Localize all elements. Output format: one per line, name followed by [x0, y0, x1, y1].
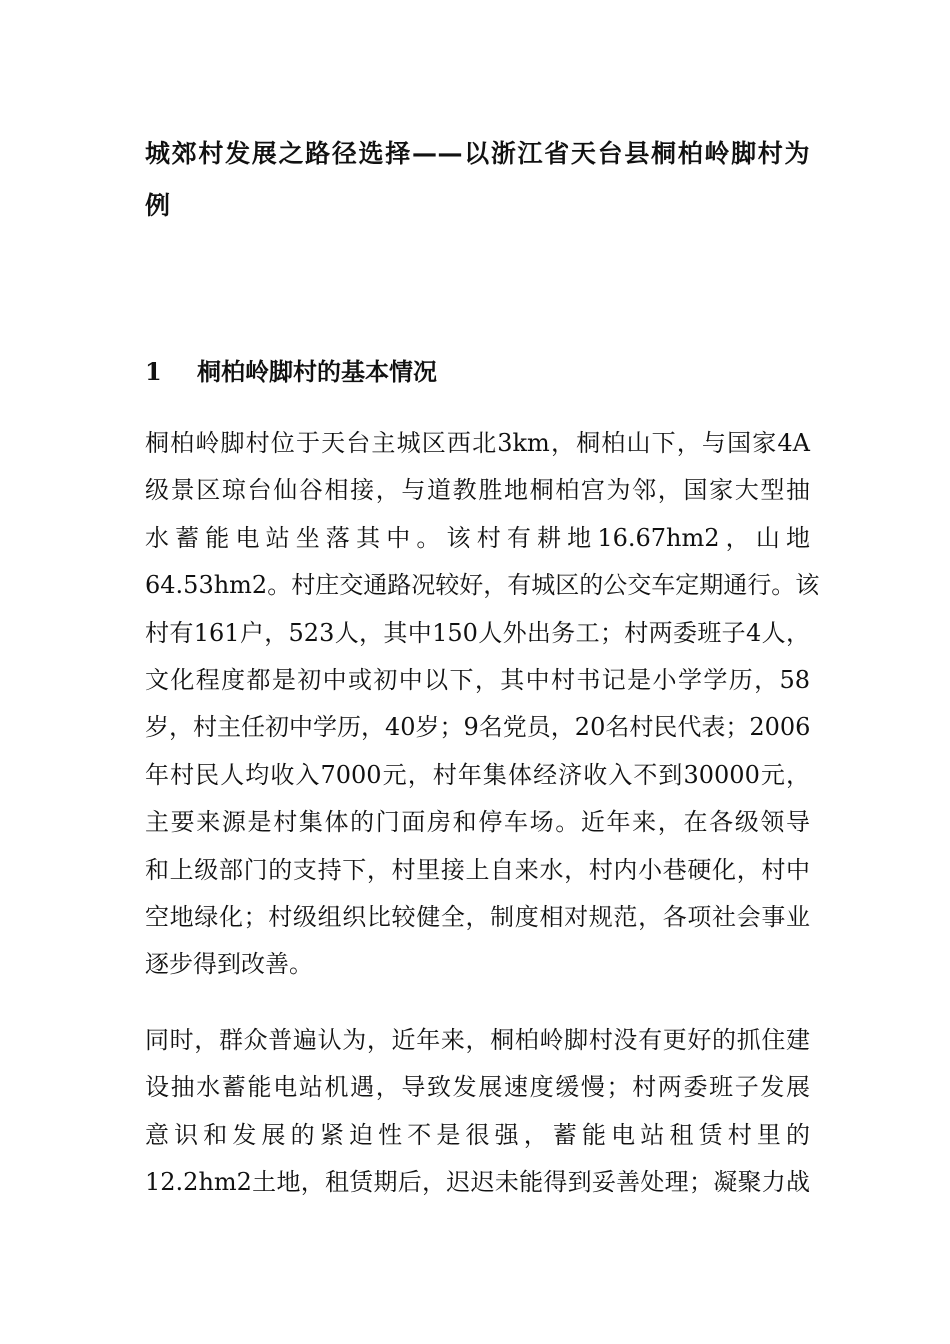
- paragraph-basic-info: [145, 420, 820, 989]
- paragraph-line: 年村民人均收入7000元，村年集体经济收入不到30000元，: [145, 760, 810, 789]
- paragraph-line: 主要来源是村集体的门面房和停车场。近年来，在各级领导: [145, 808, 810, 837]
- section-title: 桐柏岭脚村的基本情况: [197, 357, 437, 386]
- paragraph-line: 文化程度都是初中或初中以下，其中村书记是小学学历，58: [145, 666, 810, 695]
- paragraph-line: 桐柏岭脚村位于天台主城区西北3km，桐柏山下，与国家4A: [145, 429, 810, 457]
- paragraph-line: 水蓄能电站坐落其中。该村有耕地16.67hm2，山地: [145, 523, 810, 552]
- paragraph-line: 同时，群众普遍认为，近年来，桐柏岭脚村没有更好的抓住建: [145, 1026, 810, 1054]
- paragraph-line: 村有161户，523人，其中150人外出务工；村两委班子4人，: [145, 618, 810, 647]
- paragraph-line: 和上级部门的支持下，村里接上自来水，村内小巷硬化，村中: [145, 855, 810, 884]
- paragraph-problems: [145, 1017, 810, 1207]
- paragraph-line: 64.53hm2。村庄交通路况较好，有城区的公交车定期通行。该: [145, 571, 820, 600]
- paragraph-line: 意识和发展的紧迫性不是很强，蓄能电站租赁村里的: [145, 1120, 810, 1149]
- paragraph-line: 设抽水蓄能电站机遇，导致发展速度缓慢；村两委班子发展: [145, 1073, 810, 1102]
- paragraph-line: 空地绿化；村级组织比较健全，制度相对规范，各项社会事业: [145, 903, 810, 932]
- paragraph-line: 级景区琼台仙谷相接，与道教胜地桐柏宫为邻，国家大型抽: [145, 476, 810, 505]
- paragraph-line: 逐步得到改善。: [145, 950, 313, 979]
- section-heading: [145, 350, 437, 394]
- title-line: 例: [145, 191, 171, 220]
- paragraph-line: 岁，村主任初中学历，40岁；9名党员，20名村民代表；2006: [145, 713, 811, 742]
- document-title: [145, 128, 810, 232]
- title-line: 城郊村发展之路径选择——以浙江省天台县桐柏岭脚村为: [145, 139, 810, 168]
- section-number: 1: [145, 357, 162, 386]
- paragraph-line: 12.2hm2土地，租赁期后，迟迟未能得到妥善处理；凝聚力战: [145, 1168, 810, 1197]
